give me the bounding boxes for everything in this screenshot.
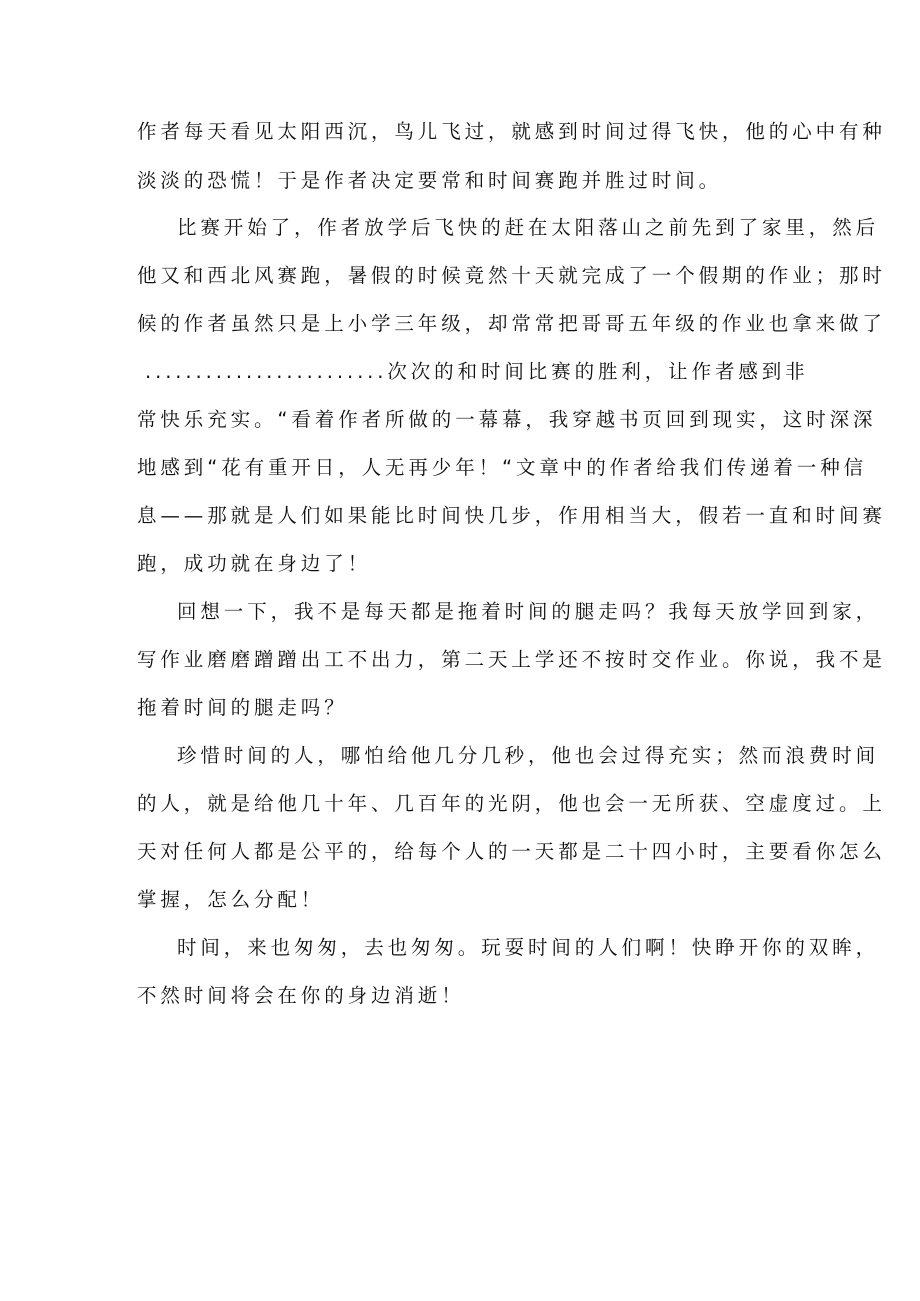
text-line-10: 跑，成功就在身边了！ [137,552,372,575]
text-line-1: 作者每天看见太阳西沉，鸟儿飞过，就感到时间过得飞快，他的心中有种 [137,120,886,143]
text-line-8: 地感到“花有重开日，人无再少年！“文章中的作者给我们传递着一种信 [137,456,868,479]
text-line-6: ........................次次的和时间比赛的胜利，让作者感到非 [145,360,809,383]
text-line-7: 常快乐充实。“看着作者所做的一幕幕，我穿越书页回到现实，这时深深 [137,408,877,431]
text-line-16: 天对任何人都是公平的，给每个人的一天都是二十四小时，主要看你怎么 [137,840,886,863]
text-line-11: 回想一下，我不是每天都是拖着时间的腿走吗？我每天放学回到家， [177,600,880,623]
text-line-2: 淡淡的恐慌！于是作者决定要常和时间赛跑并胜过时间。 [137,169,723,192]
text-line-5: 候的作者虽然只是上小学三年级，却常常把哥哥五年级的作业也拿来做了 [137,312,886,335]
text-line-9: 息——那就是人们如果能比时间快几步，作用相当大，假若一直和时间赛 [137,504,886,527]
text-line-17: 掌握，怎么分配！ [137,888,325,911]
text-line-4: 他又和西北风赛跑，暑假的时候竟然十天就完成了一个假期的作业；那时 [137,264,886,287]
text-line-3: 比赛开始了，作者放学后飞快的赶在太阳落山之前先到了家里，然后 [177,216,880,239]
text-line-18: 时间，来也匆匆，去也匆匆。玩耍时间的人们啊！快睁开你的双眸， [177,936,880,959]
text-line-13: 拖着时间的腿走吗？ [137,696,348,719]
text-line-19: 不然时间将会在你的身边消逝！ [137,984,465,1007]
text-line-15: 的人，就是给他几十年、几百年的光阴，他也会一无所获、空虚度过。上 [137,792,886,815]
text-line-12: 写作业磨磨蹭蹭出工不出力，第二天上学还不按时交作业。你说，我不是 [137,648,886,671]
text-line-14: 珍惜时间的人，哪怕给他几分几秒，他也会过得充实；然而浪费时间 [177,744,880,767]
